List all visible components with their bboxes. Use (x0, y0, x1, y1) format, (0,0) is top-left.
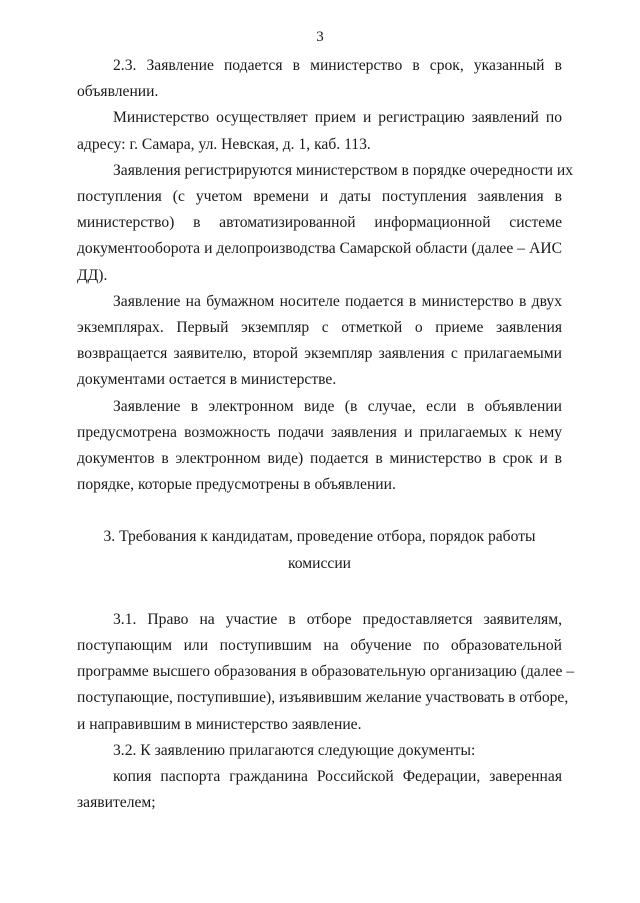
paragraph-line: документов в электронном виде) подается в министерство в срок и в (77, 450, 562, 468)
paragraph-line: объявлении. (77, 83, 159, 101)
paragraph-line: адресу: г. Самара, ул. Невская, д. 1, каб. 113. (77, 135, 371, 153)
paragraph-line: и направившим в министерство заявление. (77, 715, 362, 733)
paragraph (77, 289, 562, 394)
paragraph (77, 105, 562, 157)
paragraph (77, 607, 575, 738)
paragraph-line: поступающие, поступившие), изъявившим желание участвовать в отборе, (77, 689, 569, 707)
paragraph-line: 3.1. Право на участие в отборе предоставляется заявителям, (113, 610, 562, 628)
paragraph-line: 2.3. Заявление подается в министерство в срок, указанный в (113, 57, 562, 74)
paragraph-line: предусмотрена возможность подачи заявления и прилагаемых к нему (77, 423, 562, 441)
section-heading-line-1: 3. Требования к кандидатам, проведение отбора, порядок работы (103, 528, 536, 546)
paragraph-line: документами остается в министерстве. (77, 371, 337, 389)
paragraph (77, 158, 574, 289)
paragraph (77, 738, 562, 764)
paragraph-line: Заявления регистрируются министерством в порядке очередности их (113, 161, 574, 179)
paragraph (77, 764, 562, 816)
paragraph-line: Заявление на бумажном носителе подается в министерство в двух (113, 292, 562, 310)
paragraph-line: экземплярах. Первый экземпляр с отметкой о приеме заявления (77, 319, 562, 337)
paragraph-line: заявителем; (77, 794, 156, 812)
paragraph-line: копия паспорта гражданина Российской Федерации, заверенная (113, 768, 562, 786)
paragraph (77, 394, 562, 499)
paragraph-line: Заявление в электронном виде (в случае, если в объявлении (113, 397, 562, 415)
section-3-heading (77, 524, 562, 576)
paragraph-line: поступления (с учетом времени и даты поступления заявления в (77, 188, 562, 206)
page-number: 3 (316, 29, 324, 45)
paragraph-line: поступающим или поступившим на обучение по образовательной (77, 637, 562, 655)
paragraph-line: возвращается заявителю, второй экземпляр заявления с прилагаемыми (77, 345, 562, 363)
paragraph-line: программе высшего образования в образовательную организацию (далее – (77, 663, 575, 681)
paragraph-line: документооборота и делопроизводства Самарской области (далее – АИС (77, 240, 562, 258)
paragraph-line: Министерство осуществляет прием и регистрацию заявлений по (113, 109, 562, 127)
paragraph-line: министерство) в автоматизированной информационной системе (77, 214, 562, 232)
paragraph-line: ДД). (77, 266, 108, 284)
document-body (77, 53, 575, 816)
section-heading-line-2: комиссии (287, 554, 352, 572)
paragraph-line: порядке, которые предусмотрены в объявлении. (77, 476, 396, 494)
paragraph (77, 53, 562, 105)
section-3-paragraphs (77, 607, 575, 817)
paragraph-line: 3.2. К заявлению прилагаются следующие документы: (113, 741, 476, 759)
section-2-paragraphs (77, 53, 574, 498)
